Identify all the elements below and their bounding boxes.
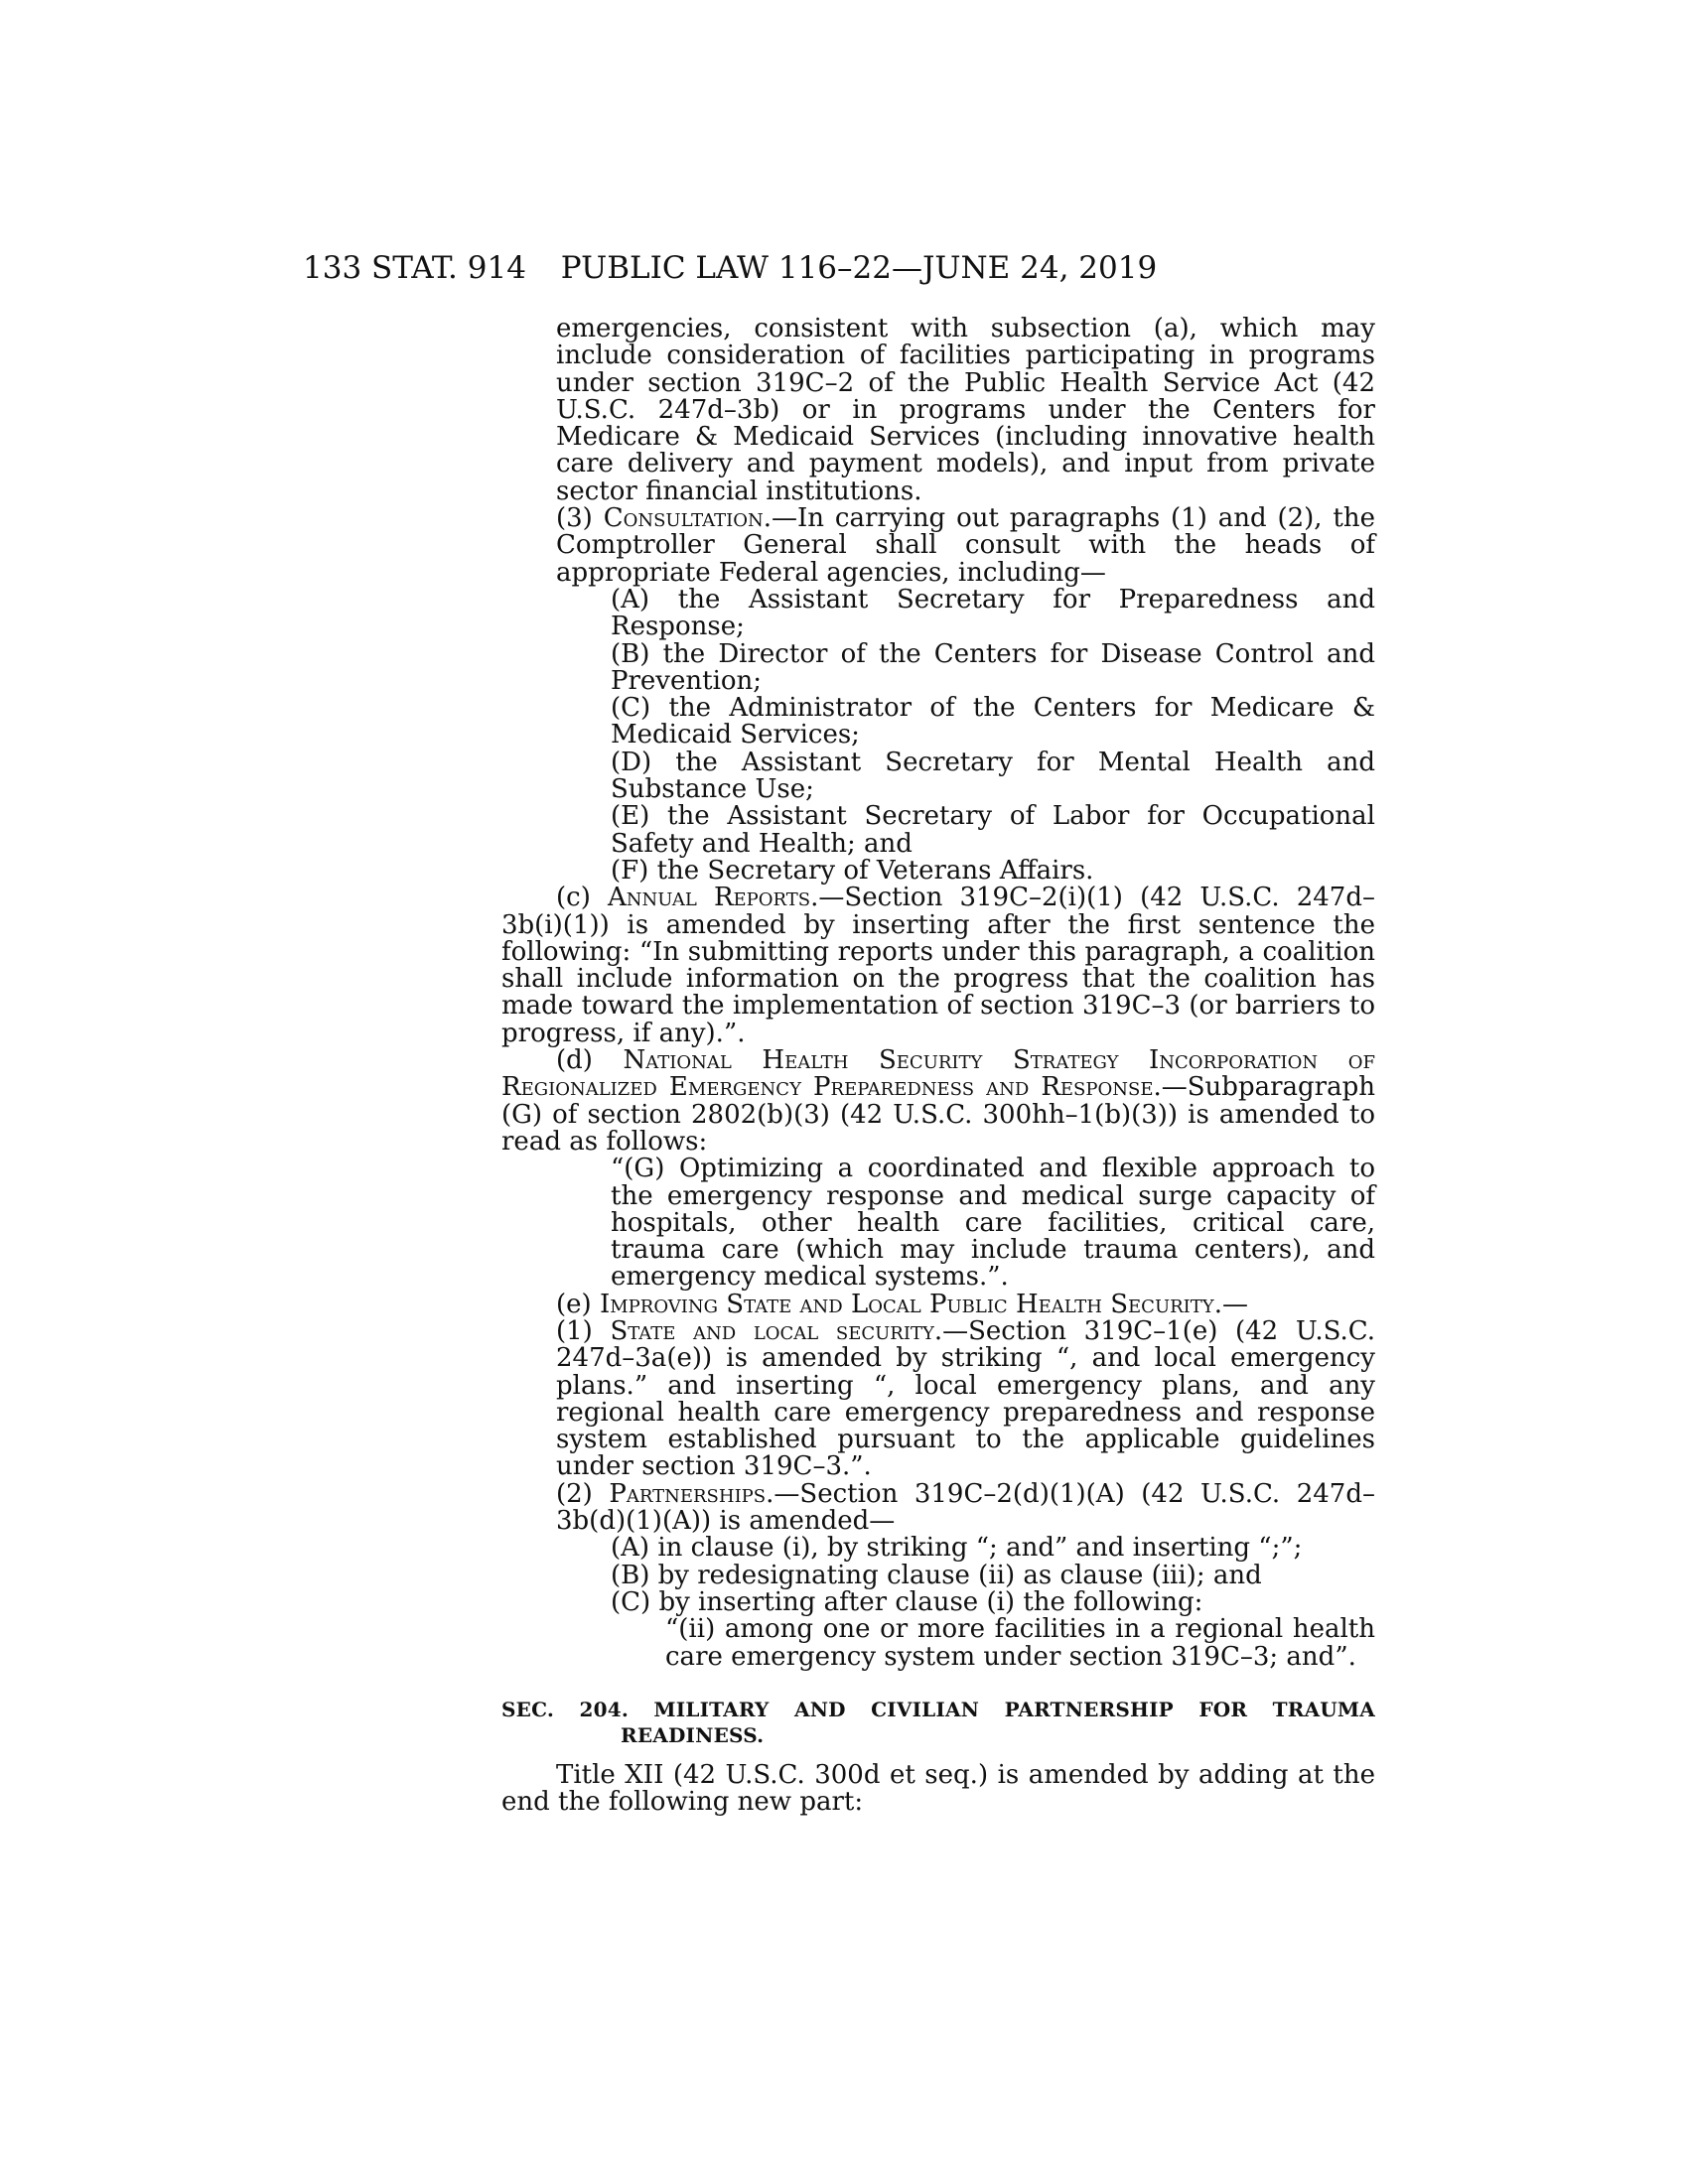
list-item: (C) by inserting after clause (i) the following:: [611, 1586, 1203, 1617]
paragraph: Title XII (42 U.S.C. 300d et seq.) is amended by adding at the end the following new part:: [501, 1759, 1375, 1818]
list-item: (B) by redesignating clause (ii) as clause (iii); and: [611, 1560, 1262, 1590]
paragraph-annual-reports: (c) Annual Reports.—Section 319C–2(i)(1) (42 U.S.C. 247d–3b(i)(1)) is amended by inserting after the first sentence the following: “In submitting reports under this paragraph, a coalition shall include information on the progress that the coalition has made toward the implementation of section 319C–3 (or barriers to progress, if any).”.: [501, 883, 1375, 1048]
paragraph-improving-security: (e) Improving State and Local Public Health Security.—: [556, 1289, 1248, 1319]
heading-national-health-security: National Health Security Strategy Incorporation of Regionalized Emergency Preparedness and Response: [501, 1045, 1375, 1103]
list-item: (D) the Assistant Secretary for Mental Health and Substance Use;: [611, 747, 1375, 805]
heading-consultation: Consultation: [603, 503, 764, 534]
paragraph-national-health-security: (d) National Health Security Strategy Incorporation of Regionalized Emergency Preparedness and Response.—Subparagraph (G) of section 2802(b)(3) (42 U.S.C. 300hh–1(b)(3)) is amended to read as follows:: [501, 1045, 1375, 1157]
list-item: (B) the Director of the Centers for Disease Control and Prevention;: [611, 638, 1375, 696]
paragraph-partnerships: (2) Partnerships.—Section 319C–2(d)(1)(A) (42 U.S.C. 247d–3b(d)(1)(A)) is amended—: [556, 1478, 1375, 1537]
list-item: (F) the Secretary of Veterans Affairs.: [611, 855, 1094, 886]
quoted-subparagraph: “(G) Optimizing a coordinated and flexible approach to the emergency response and medical surge capacity of hospitals, other health care facilities, critical care, trauma care (which may include trauma centers), and emergency medical systems.”.: [611, 1154, 1375, 1293]
heading-annual-reports: Annual Reports: [607, 883, 811, 913]
statute-text: [501, 316, 1375, 1816]
paragraph: emergencies, consistent with subsection (a), which may include consideration of facilities participating in programs under section 319C–2 of the Public Health Service Act (42 U.S.C. 247d–3b) or in programs under the Centers for Medicare & Medicaid Services (including innovative health care delivery and payment models), and input from private sector financial institutions.: [556, 314, 1375, 506]
section-heading: SEC. 204. MILITARY AND CIVILIAN PARTNERSHIP FOR TRAUMA READINESS.: [501, 1697, 1375, 1747]
stat-page-number: 133 STAT. 914: [303, 250, 526, 286]
list-item: (A) the Assistant Secretary for Preparedness and Response;: [611, 584, 1375, 642]
list-item: (C) the Administrator of the Centers for Medicare & Medicaid Services;: [611, 693, 1375, 751]
quoted-clause: “(ii) among one or more facilities in a regional health care emergency system under section 319C–3; and”.: [665, 1614, 1375, 1672]
paragraph-state-local-security: (1) State and local security.—Section 319C–1(e) (42 U.S.C. 247d–3a(e)) is amended by striking “, and local emergency plans.” and inserting “, local emergency plans, and any regional health care emergency preparedness and response system established pursuant to the applicable guidelines under section 319C–3.”.: [556, 1315, 1375, 1482]
paragraph-consultation: (3) Consultation.—In carrying out paragraphs (1) and (2), the Comptroller General shall consult with the heads of appropriate Federal agencies, including—: [556, 503, 1375, 588]
heading-partnerships: Partnerships: [609, 1478, 767, 1509]
law-title: PUBLIC LAW 116–22—JUNE 24, 2019: [560, 250, 1158, 286]
list-item: (A) in clause (i), by striking “; and” and inserting “;”;: [611, 1533, 1303, 1564]
heading-state-local-security: State and local security: [610, 1315, 934, 1346]
running-head: [303, 248, 1415, 288]
list-item: (E) the Assistant Secretary of Labor for Occupational Safety and Health; and: [611, 801, 1375, 859]
heading-improving-security: Improving State and Local Public Health Security: [599, 1289, 1214, 1319]
